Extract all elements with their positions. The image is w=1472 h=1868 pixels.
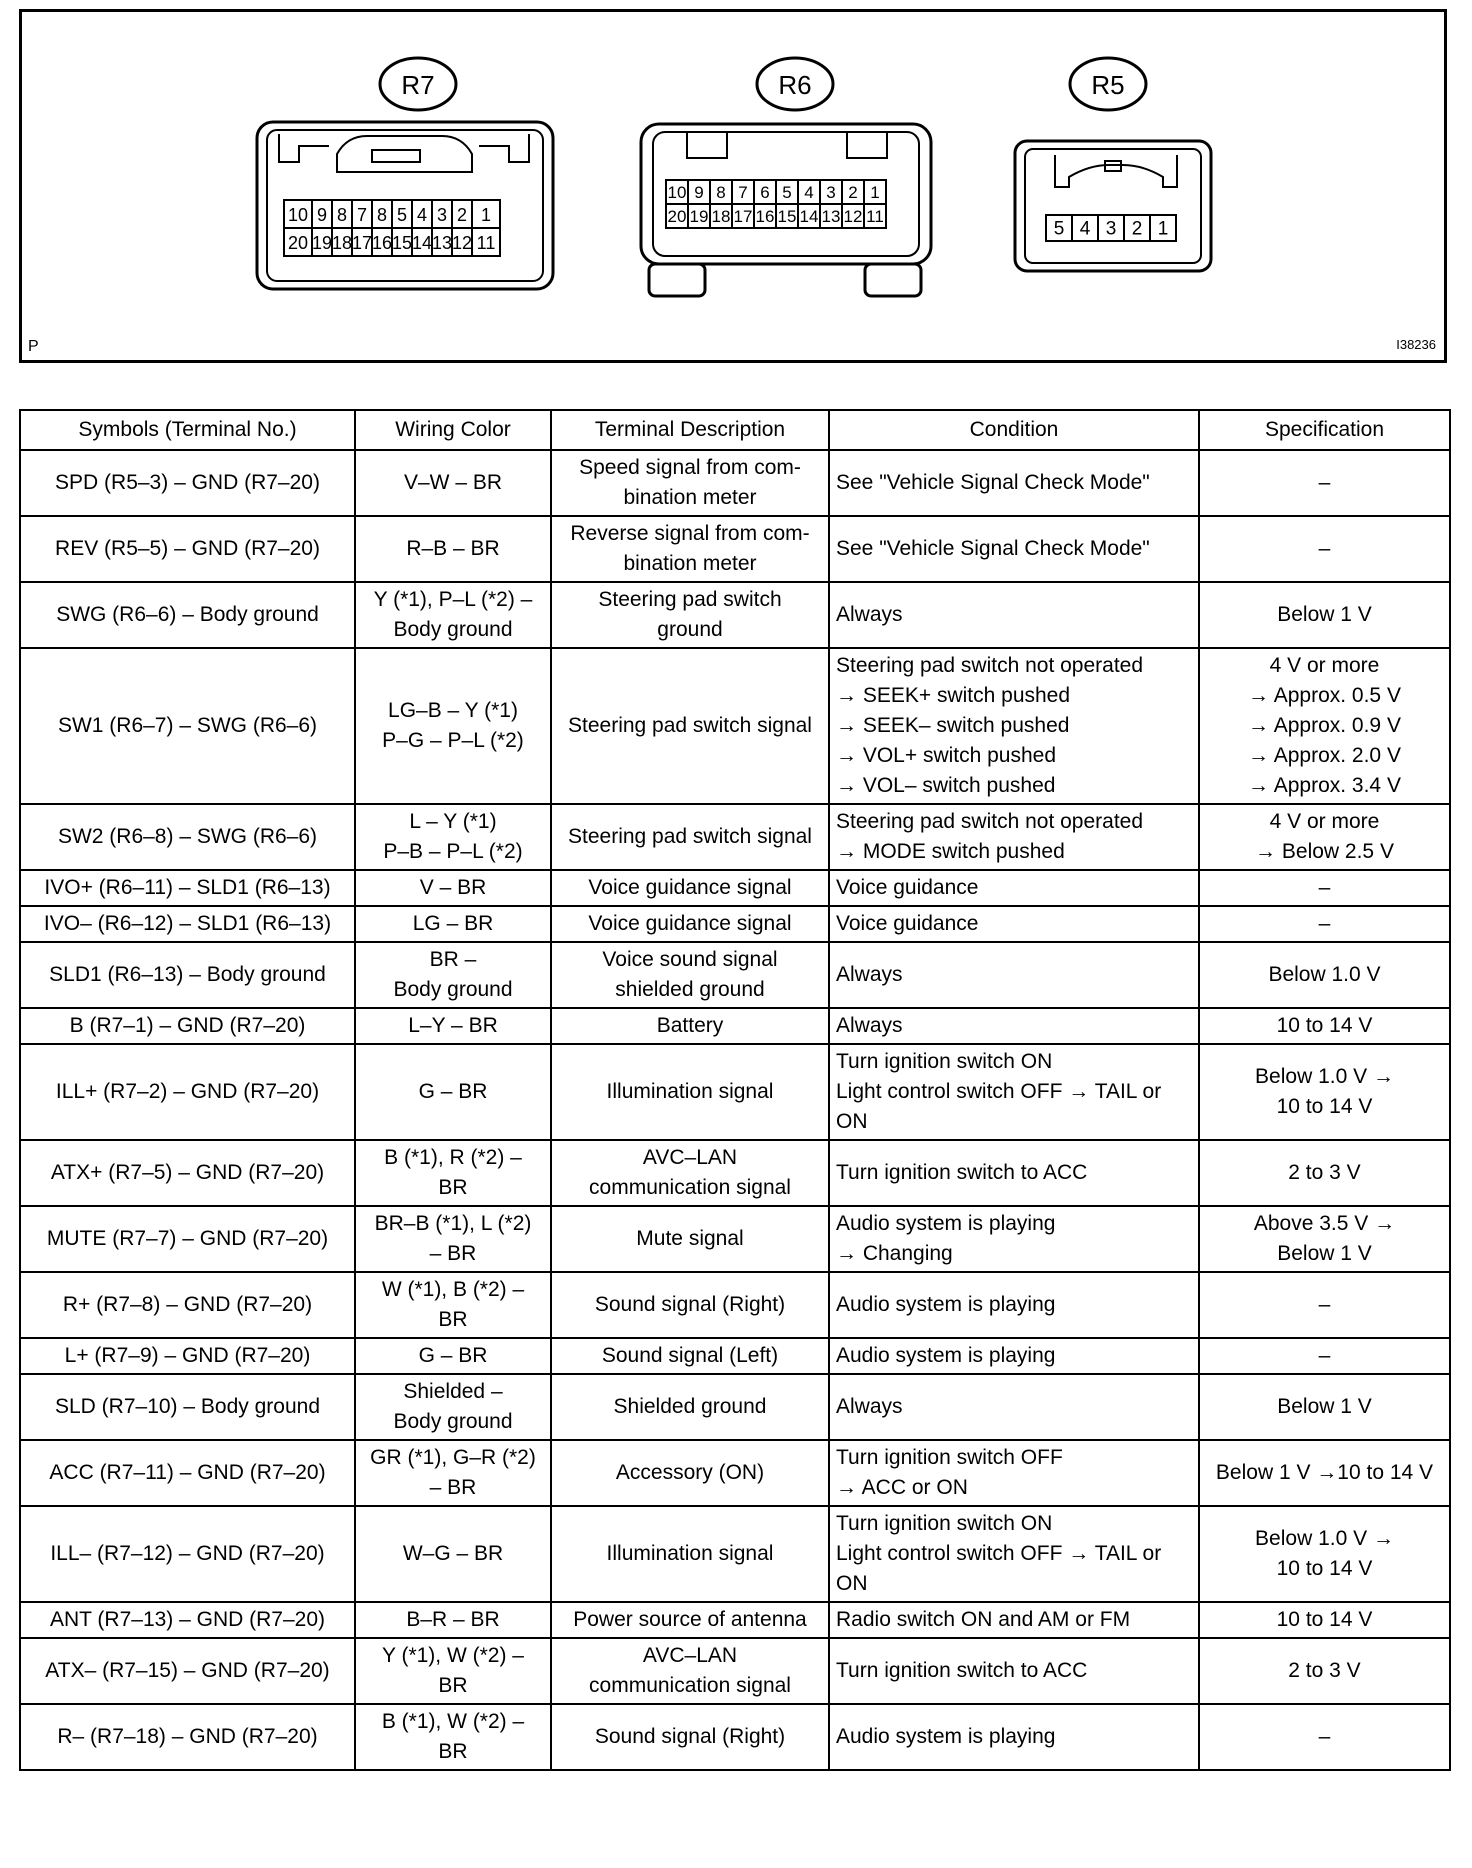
cell-symbol: ATX– (R7–15) – GND (R7–20)	[20, 1638, 355, 1704]
cell-specification: –	[1199, 906, 1450, 942]
cell-wiring-color: G – BR	[355, 1044, 551, 1140]
cell-condition: Steering pad switch not operated → SEEK+ switch pushed → SEEK– switch pushed → VOL+ switch pushed → VOL– switch pushed	[829, 648, 1199, 804]
cell-condition: Turn ignition switch OFF → ACC or ON	[829, 1440, 1199, 1506]
table-row	[20, 870, 1450, 906]
table-row	[20, 1374, 1450, 1440]
pin-number: 7	[356, 205, 368, 225]
cell-description: Illumination signal	[551, 1044, 829, 1140]
cell-condition: Audio system is playing	[829, 1338, 1199, 1374]
cell-description: Illumination signal	[551, 1506, 829, 1602]
cell-description: Reverse signal from com- bination meter	[551, 516, 829, 582]
connector-figure	[19, 9, 1447, 363]
cell-condition: Turn ignition switch ON Light control switch OFF → TAIL or ON	[829, 1044, 1199, 1140]
cell-wiring-color: Y (*1), P–L (*2) – Body ground	[355, 582, 551, 648]
cell-symbol: SLD1 (R6–13) – Body ground	[20, 942, 355, 1008]
cell-description: Sound signal (Right)	[551, 1704, 829, 1770]
cell-wiring-color: R–B – BR	[355, 516, 551, 582]
cell-specification: 10 to 14 V	[1199, 1008, 1450, 1044]
cell-wiring-color: V – BR	[355, 870, 551, 906]
cell-description: Voice sound signal shielded ground	[551, 942, 829, 1008]
cell-condition: Audio system is playing	[829, 1704, 1199, 1770]
cell-specification: 2 to 3 V	[1199, 1638, 1450, 1704]
pin-number: 14	[411, 233, 433, 253]
pin-number: 15	[777, 207, 797, 226]
cell-description: AVC–LAN communication signal	[551, 1140, 829, 1206]
table-row	[20, 1704, 1450, 1770]
pin-number: 2	[456, 205, 468, 225]
cell-wiring-color: LG–B – Y (*1) P–G – P–L (*2)	[355, 648, 551, 804]
cell-specification: –	[1199, 1338, 1450, 1374]
table-row	[20, 582, 1450, 648]
cell-description: AVC–LAN communication signal	[551, 1638, 829, 1704]
table-row	[20, 1338, 1450, 1374]
cell-wiring-color: W (*1), B (*2) – BR	[355, 1272, 551, 1338]
pin-number: 3	[436, 205, 448, 225]
pin-number: 20	[287, 233, 309, 253]
pin-number: 1	[870, 183, 880, 202]
cell-condition: Always	[829, 582, 1199, 648]
cell-symbol: ACC (R7–11) – GND (R7–20)	[20, 1440, 355, 1506]
cell-wiring-color: L – Y (*1) P–B – P–L (*2)	[355, 804, 551, 870]
cell-specification: 2 to 3 V	[1199, 1140, 1450, 1206]
cell-specification: –	[1199, 450, 1450, 516]
cell-condition: Audio system is playing → Changing	[829, 1206, 1199, 1272]
cell-specification: Above 3.5 V → Below 1 V	[1199, 1206, 1450, 1272]
cell-symbol: IVO– (R6–12) – SLD1 (R6–13)	[20, 906, 355, 942]
pin-number: 7	[738, 183, 748, 202]
cell-wiring-color: Shielded – Body ground	[355, 1374, 551, 1440]
cell-condition: See "Vehicle Signal Check Mode"	[829, 516, 1199, 582]
cell-wiring-color: B (*1), W (*2) – BR	[355, 1704, 551, 1770]
cell-condition: Always	[829, 942, 1199, 1008]
pin-number: 4	[804, 183, 814, 202]
cell-specification: Below 1.0 V	[1199, 942, 1450, 1008]
cell-wiring-color: LG – BR	[355, 906, 551, 942]
cell-condition: Voice guidance	[829, 870, 1199, 906]
table-row	[20, 1140, 1450, 1206]
cell-description: Accessory (ON)	[551, 1440, 829, 1506]
cell-symbol: SW2 (R6–8) – SWG (R6–6)	[20, 804, 355, 870]
pin-number: 19	[311, 233, 333, 253]
pin-number: 1	[480, 205, 492, 225]
table-header-row	[20, 410, 1450, 450]
cell-description: Sound signal (Right)	[551, 1272, 829, 1338]
cell-condition: Turn ignition switch to ACC	[829, 1638, 1199, 1704]
pin-number: 16	[755, 207, 775, 226]
pin-number: 17	[733, 207, 753, 226]
cell-description: Speed signal from com- bination meter	[551, 450, 829, 516]
cell-specification: 10 to 14 V	[1199, 1602, 1450, 1638]
header-condition: Condition	[829, 410, 1199, 450]
header-wiring-color: Wiring Color	[355, 410, 551, 450]
table-row	[20, 1638, 1450, 1704]
cell-symbol: MUTE (R7–7) – GND (R7–20)	[20, 1206, 355, 1272]
pin-number: 4	[416, 205, 428, 225]
cell-symbol: ANT (R7–13) – GND (R7–20)	[20, 1602, 355, 1638]
table-row	[20, 1506, 1450, 1602]
table-row	[20, 1008, 1450, 1044]
cell-specification: –	[1199, 516, 1450, 582]
pin-number: 11	[866, 207, 884, 226]
cell-wiring-color: BR – Body ground	[355, 942, 551, 1008]
cell-specification: –	[1199, 1272, 1450, 1338]
cell-description: Battery	[551, 1008, 829, 1044]
cell-specification: –	[1199, 870, 1450, 906]
pin-number: 5	[1053, 218, 1065, 240]
pin-number: 6	[760, 183, 770, 202]
cell-symbol: R– (R7–18) – GND (R7–20)	[20, 1704, 355, 1770]
figure-id: I38236	[1396, 337, 1436, 352]
pin-number: 2	[848, 183, 858, 202]
cell-wiring-color: L–Y – BR	[355, 1008, 551, 1044]
cell-symbol: B (R7–1) – GND (R7–20)	[20, 1008, 355, 1044]
table-row	[20, 1440, 1450, 1506]
pin-number: 10	[667, 183, 687, 202]
cell-symbol: R+ (R7–8) – GND (R7–20)	[20, 1272, 355, 1338]
cell-symbol: SWG (R6–6) – Body ground	[20, 582, 355, 648]
cell-condition: Audio system is playing	[829, 1272, 1199, 1338]
cell-symbol: ATX+ (R7–5) – GND (R7–20)	[20, 1140, 355, 1206]
cell-condition: Steering pad switch not operated → MODE switch pushed	[829, 804, 1199, 870]
cell-condition: Always	[829, 1008, 1199, 1044]
cell-specification: –	[1199, 1704, 1450, 1770]
cell-description: Steering pad switch ground	[551, 582, 829, 648]
pin-number: 10	[287, 205, 309, 225]
pin-number: 8	[716, 183, 726, 202]
table-row	[20, 804, 1450, 870]
cell-condition: Always	[829, 1374, 1199, 1440]
cell-wiring-color: W–G – BR	[355, 1506, 551, 1602]
pin-number: 8	[376, 205, 388, 225]
pin-number: 1	[1157, 218, 1169, 240]
pin-number: 18	[711, 207, 731, 226]
connector-label-r6: R6	[778, 70, 812, 100]
cell-symbol: SPD (R5–3) – GND (R7–20)	[20, 450, 355, 516]
figure-corner-label: P	[28, 338, 39, 355]
cell-specification: Below 1 V →10 to 14 V	[1199, 1440, 1450, 1506]
pin-number: 11	[476, 233, 496, 253]
pin-number: 14	[799, 207, 819, 226]
cell-condition: Radio switch ON and AM or FM	[829, 1602, 1199, 1638]
cell-wiring-color: G – BR	[355, 1338, 551, 1374]
cell-description: Shielded ground	[551, 1374, 829, 1440]
cell-symbol: SLD (R7–10) – Body ground	[20, 1374, 355, 1440]
table-row	[20, 906, 1450, 942]
cell-specification: 4 V or more → Approx. 0.5 V → Approx. 0.9 V → Approx. 2.0 V → Approx. 3.4 V	[1199, 648, 1450, 804]
cell-description: Steering pad switch signal	[551, 648, 829, 804]
cell-wiring-color: V–W – BR	[355, 450, 551, 516]
cell-description: Voice guidance signal	[551, 906, 829, 942]
cell-specification: 4 V or more → Below 2.5 V	[1199, 804, 1450, 870]
pin-number: 5	[782, 183, 792, 202]
table-row	[20, 1602, 1450, 1638]
cell-description: Sound signal (Left)	[551, 1338, 829, 1374]
cell-wiring-color: Y (*1), W (*2) – BR	[355, 1638, 551, 1704]
cell-symbol: SW1 (R6–7) – SWG (R6–6)	[20, 648, 355, 804]
pin-number: 13	[431, 233, 453, 253]
pin-number: 20	[667, 207, 687, 226]
cell-wiring-color: B–R – BR	[355, 1602, 551, 1638]
cell-symbol: ILL– (R7–12) – GND (R7–20)	[20, 1506, 355, 1602]
table-row	[20, 648, 1450, 804]
pin-number: 16	[371, 233, 393, 253]
cell-specification: Below 1.0 V → 10 to 14 V	[1199, 1044, 1450, 1140]
table-row	[20, 1206, 1450, 1272]
cell-specification: Below 1.0 V → 10 to 14 V	[1199, 1506, 1450, 1602]
cell-symbol: REV (R5–5) – GND (R7–20)	[20, 516, 355, 582]
table-row	[20, 516, 1450, 582]
pin-number: 17	[351, 233, 373, 253]
cell-description: Mute signal	[551, 1206, 829, 1272]
pin-number: 8	[336, 205, 348, 225]
cell-symbol: L+ (R7–9) – GND (R7–20)	[20, 1338, 355, 1374]
cell-specification: Below 1 V	[1199, 1374, 1450, 1440]
header-specification: Specification	[1199, 410, 1450, 450]
cell-condition: See "Vehicle Signal Check Mode"	[829, 450, 1199, 516]
cell-description: Voice guidance signal	[551, 870, 829, 906]
cell-specification: Below 1 V	[1199, 582, 1450, 648]
cell-condition: Voice guidance	[829, 906, 1199, 942]
cell-condition: Turn ignition switch ON Light control switch OFF → TAIL or ON	[829, 1506, 1199, 1602]
table-row	[20, 1272, 1450, 1338]
cell-wiring-color: BR–B (*1), L (*2) – BR	[355, 1206, 551, 1272]
pin-number: 5	[396, 205, 408, 225]
table-row	[20, 942, 1450, 1008]
cell-description: Steering pad switch signal	[551, 804, 829, 870]
pin-number: 3	[826, 183, 836, 202]
pin-number: 15	[391, 233, 413, 253]
pin-number: 4	[1079, 218, 1091, 240]
cell-symbol: IVO+ (R6–11) – SLD1 (R6–13)	[20, 870, 355, 906]
header-symbols: Symbols (Terminal No.)	[20, 410, 355, 450]
connector-label-r5: R5	[1091, 70, 1125, 100]
cell-wiring-color: GR (*1), G–R (*2) – BR	[355, 1440, 551, 1506]
connector-label-r7: R7	[401, 70, 435, 100]
pin-number: 12	[451, 233, 473, 253]
pin-number: 2	[1131, 218, 1143, 240]
cell-symbol: ILL+ (R7–2) – GND (R7–20)	[20, 1044, 355, 1140]
cell-description: Power source of antenna	[551, 1602, 829, 1638]
terminal-spec-table	[19, 409, 1451, 1771]
pin-number: 9	[316, 205, 328, 225]
pin-number: 3	[1105, 218, 1117, 240]
pin-number: 19	[689, 207, 709, 226]
table-row	[20, 1044, 1450, 1140]
cell-wiring-color: B (*1), R (*2) – BR	[355, 1140, 551, 1206]
cell-condition: Turn ignition switch to ACC	[829, 1140, 1199, 1206]
pin-number: 9	[694, 183, 704, 202]
pin-number: 12	[843, 207, 863, 226]
pin-number: 13	[821, 207, 841, 226]
header-terminal-description: Terminal Description	[551, 410, 829, 450]
pin-number: 18	[331, 233, 353, 253]
table-row	[20, 450, 1450, 516]
connector-diagram	[22, 12, 1444, 360]
